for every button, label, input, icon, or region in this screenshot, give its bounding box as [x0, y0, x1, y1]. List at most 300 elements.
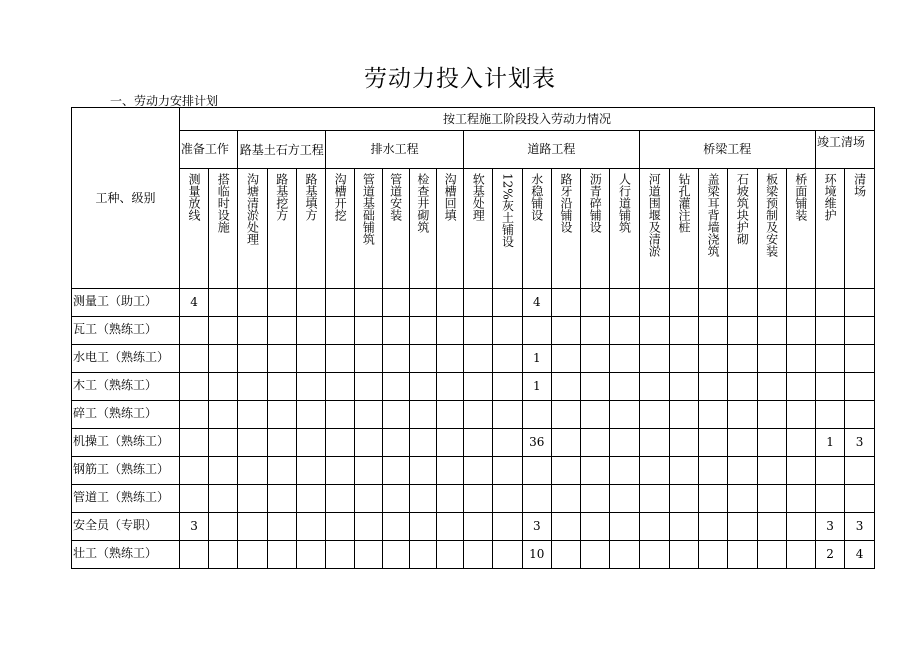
table-cell — [522, 485, 551, 513]
column-header-label: 盖梁耳背墙浇筑 — [706, 173, 721, 257]
table-cell — [209, 513, 238, 541]
table-cell — [238, 541, 267, 569]
table-cell — [669, 513, 698, 541]
table-cell — [209, 485, 238, 513]
table-cell — [238, 373, 267, 401]
table-cell — [382, 289, 409, 317]
table-cell — [610, 485, 639, 513]
table-cell — [179, 373, 208, 401]
table-cell — [699, 373, 728, 401]
table-cell — [382, 401, 409, 429]
table-cell — [728, 513, 757, 541]
table-cell — [786, 317, 815, 345]
column-header — [816, 169, 845, 289]
table-cell — [238, 345, 267, 373]
table-row — [72, 289, 875, 317]
table-cell — [296, 485, 325, 513]
column-header-label: 水稳铺设 — [529, 173, 544, 221]
table-cell — [326, 541, 355, 569]
table-cell — [355, 485, 382, 513]
table-cell — [699, 541, 728, 569]
column-header — [551, 169, 580, 289]
table-cell — [326, 373, 355, 401]
column-header-label: 清场 — [852, 173, 867, 197]
table-cell — [409, 513, 436, 541]
table-cell — [581, 289, 610, 317]
table-cell — [179, 317, 208, 345]
table-cell — [238, 429, 267, 457]
table-cell — [355, 513, 382, 541]
table-cell — [581, 401, 610, 429]
column-header-label: 沟槽开挖 — [333, 173, 348, 221]
table-cell — [267, 345, 296, 373]
table-cell — [669, 345, 698, 373]
table-cell — [699, 485, 728, 513]
table-cell — [816, 401, 845, 429]
column-header-label: 人行道铺筑 — [617, 173, 632, 233]
table-cell — [816, 485, 845, 513]
table-cell — [728, 317, 757, 345]
table-cell — [728, 401, 757, 429]
table-cell — [267, 317, 296, 345]
table-cell — [581, 345, 610, 373]
table-cell — [436, 457, 463, 485]
table-cell — [382, 457, 409, 485]
table-cell — [464, 513, 493, 541]
table-cell: 4 — [845, 541, 875, 569]
table-cell — [669, 429, 698, 457]
table-cell — [436, 401, 463, 429]
table-cell — [493, 317, 522, 345]
table-cell — [581, 485, 610, 513]
table-cell — [699, 401, 728, 429]
table-cell — [522, 401, 551, 429]
table-cell — [581, 541, 610, 569]
table-cell — [267, 485, 296, 513]
table-cell — [238, 289, 267, 317]
table-cell — [816, 317, 845, 345]
table-cell: 1 — [522, 345, 551, 373]
labor-plan-table — [71, 107, 875, 569]
table-cell — [581, 429, 610, 457]
table-cell — [209, 289, 238, 317]
table-cell — [816, 373, 845, 401]
table-cell — [464, 401, 493, 429]
table-cell — [209, 541, 238, 569]
table-cell — [757, 429, 786, 457]
table-cell — [581, 373, 610, 401]
table-cell — [493, 345, 522, 373]
table-cell — [238, 513, 267, 541]
table-cell — [209, 345, 238, 373]
table-cell — [639, 401, 669, 429]
table-cell — [326, 457, 355, 485]
table-cell — [699, 345, 728, 373]
table-cell — [522, 457, 551, 485]
column-header — [581, 169, 610, 289]
table-cell — [757, 457, 786, 485]
table-cell — [436, 485, 463, 513]
table-cell — [209, 401, 238, 429]
table-cell — [355, 317, 382, 345]
column-header — [326, 169, 355, 289]
column-header-label: 路基填方 — [303, 173, 318, 221]
table-cell — [728, 289, 757, 317]
column-header-label: 管道基础铺筑 — [361, 173, 376, 245]
row-label: 管道工（熟练工） — [72, 485, 180, 513]
table-cell — [267, 373, 296, 401]
table-cell — [493, 513, 522, 541]
table-cell — [409, 373, 436, 401]
table-cell — [436, 373, 463, 401]
table-row — [72, 345, 875, 373]
table-cell — [296, 429, 325, 457]
table-cell — [757, 541, 786, 569]
table-cell — [816, 457, 845, 485]
table-row — [72, 457, 875, 485]
column-header-label: 12%灰土铺设 — [500, 173, 515, 248]
table-cell — [267, 457, 296, 485]
table-cell — [757, 345, 786, 373]
table-cell — [179, 485, 208, 513]
table-cell — [409, 401, 436, 429]
table-cell — [382, 541, 409, 569]
corner-header: 工种、级别 — [72, 108, 180, 289]
table-cell — [845, 289, 875, 317]
table-cell — [610, 429, 639, 457]
table-cell — [493, 401, 522, 429]
table-cell — [382, 513, 409, 541]
page-title: 劳动力投入计划表 — [364, 66, 556, 92]
column-header — [845, 169, 875, 289]
table-cell — [409, 457, 436, 485]
table-cell: 3 — [816, 513, 845, 541]
column-header — [464, 169, 493, 289]
table-cell — [581, 317, 610, 345]
table-cell: 4 — [179, 289, 208, 317]
table-cell — [493, 373, 522, 401]
table-cell — [267, 513, 296, 541]
table-cell — [581, 457, 610, 485]
column-header — [786, 169, 815, 289]
table-cell — [238, 317, 267, 345]
table-cell — [209, 317, 238, 345]
table-cell — [179, 401, 208, 429]
row-label: 安全员（专职） — [72, 513, 180, 541]
table-cell — [209, 429, 238, 457]
table-row — [72, 541, 875, 569]
column-header — [493, 169, 522, 289]
table-cell — [728, 345, 757, 373]
table-cell — [639, 373, 669, 401]
table-cell — [699, 289, 728, 317]
table-cell — [464, 317, 493, 345]
column-header — [179, 169, 208, 289]
table-cell — [267, 541, 296, 569]
column-header-label: 测量放线 — [187, 173, 201, 221]
column-header-label: 沥青碎铺设 — [588, 173, 603, 233]
table-cell — [669, 317, 698, 345]
column-header-label: 板梁预制及安装 — [764, 173, 779, 257]
table-cell — [551, 289, 580, 317]
row-label: 壮工（熟练工） — [72, 541, 180, 569]
table-cell — [699, 429, 728, 457]
table-cell — [409, 485, 436, 513]
table-cell — [464, 485, 493, 513]
table-row — [72, 513, 875, 541]
column-header — [382, 169, 409, 289]
column-header — [238, 169, 267, 289]
table-cell — [639, 429, 669, 457]
table-cell — [551, 345, 580, 373]
column-header — [757, 169, 786, 289]
row-label: 瓦工（熟练工） — [72, 317, 180, 345]
table-cell: 1 — [522, 373, 551, 401]
table-cell: 1 — [816, 429, 845, 457]
table-cell — [326, 401, 355, 429]
table-cell — [267, 289, 296, 317]
table-cell — [382, 373, 409, 401]
column-header-label: 沟槽回填 — [443, 173, 458, 221]
table-cell — [355, 289, 382, 317]
table-cell — [436, 513, 463, 541]
table-cell — [493, 289, 522, 317]
header-row-groups — [72, 131, 875, 169]
column-header — [522, 169, 551, 289]
table-cell: 3 — [845, 513, 875, 541]
table-cell — [786, 345, 815, 373]
table-cell — [669, 373, 698, 401]
table-cell — [326, 317, 355, 345]
table-cell — [639, 457, 669, 485]
table-cell — [436, 289, 463, 317]
group-header-bridge: 桥梁工程 — [639, 131, 815, 169]
table-cell — [493, 541, 522, 569]
table-cell — [326, 345, 355, 373]
table-cell — [551, 429, 580, 457]
table-cell — [355, 429, 382, 457]
table-cell — [355, 401, 382, 429]
table-cell — [728, 429, 757, 457]
table-cell — [551, 373, 580, 401]
table-cell — [699, 317, 728, 345]
column-header — [728, 169, 757, 289]
table-cell — [845, 373, 875, 401]
table-cell: 4 — [522, 289, 551, 317]
column-header-label: 软基处理 — [471, 173, 486, 221]
column-header — [610, 169, 639, 289]
table-cell — [355, 457, 382, 485]
table-cell — [296, 541, 325, 569]
table-cell — [409, 317, 436, 345]
table-cell — [355, 541, 382, 569]
table-row — [72, 373, 875, 401]
table-cell — [409, 541, 436, 569]
table-cell — [267, 401, 296, 429]
group-header-road: 道路工程 — [464, 131, 639, 169]
table-cell — [382, 345, 409, 373]
table-cell — [610, 317, 639, 345]
table-cell — [581, 513, 610, 541]
table-cell — [786, 289, 815, 317]
table-cell — [669, 401, 698, 429]
table-cell — [464, 457, 493, 485]
table-cell — [464, 373, 493, 401]
table-cell — [326, 513, 355, 541]
column-header-label: 路基挖方 — [274, 173, 289, 221]
group-header-completion: 竣工清场 — [816, 131, 875, 169]
table-cell — [639, 345, 669, 373]
table-cell — [786, 485, 815, 513]
column-header — [436, 169, 463, 289]
table-cell — [464, 345, 493, 373]
group-header-earthwork: 路基土石方工程 — [238, 131, 326, 169]
column-header-label: 钻孔灌注桩 — [676, 173, 691, 233]
table-cell — [267, 429, 296, 457]
table-cell — [786, 513, 815, 541]
table-cell — [355, 373, 382, 401]
table-cell — [409, 289, 436, 317]
column-header — [639, 169, 669, 289]
group-header-drainage: 排水工程 — [326, 131, 464, 169]
table-cell — [757, 485, 786, 513]
column-header — [699, 169, 728, 289]
table-cell — [757, 401, 786, 429]
table-cell — [296, 289, 325, 317]
table-cell — [551, 401, 580, 429]
column-header-label: 管道安装 — [388, 173, 403, 221]
table-cell — [179, 457, 208, 485]
table-cell — [179, 429, 208, 457]
row-label: 钢筋工（熟练工） — [72, 457, 180, 485]
table-cell — [551, 485, 580, 513]
table-cell — [610, 345, 639, 373]
row-label: 机操工（熟练工） — [72, 429, 180, 457]
column-header — [209, 169, 238, 289]
table-cell: 2 — [816, 541, 845, 569]
table-cell — [493, 457, 522, 485]
table-cell — [493, 485, 522, 513]
table-cell — [757, 289, 786, 317]
table-cell — [610, 373, 639, 401]
table-cell — [436, 345, 463, 373]
table-cell — [639, 485, 669, 513]
table-row — [72, 485, 875, 513]
column-header-label: 检查井砌筑 — [415, 173, 430, 233]
column-header-label: 沟塘清淤处理 — [245, 173, 260, 245]
table-cell — [551, 541, 580, 569]
table-cell — [436, 429, 463, 457]
column-header — [296, 169, 325, 289]
group-header-prep: 准备工作 — [179, 131, 237, 169]
table-cell — [816, 289, 845, 317]
table-cell — [845, 457, 875, 485]
table-cell — [179, 541, 208, 569]
table-cell — [757, 513, 786, 541]
table-cell — [551, 513, 580, 541]
table-cell — [757, 317, 786, 345]
stage-header: 按工程施工阶段投入劳动力情况 — [179, 108, 874, 131]
column-header-label: 路牙沿铺设 — [558, 173, 573, 233]
table-cell — [845, 317, 875, 345]
table-cell — [669, 289, 698, 317]
row-label: 碎工（熟练工） — [72, 401, 180, 429]
table-cell — [639, 541, 669, 569]
table-cell — [757, 373, 786, 401]
table-cell — [326, 429, 355, 457]
table-cell — [786, 457, 815, 485]
table-cell — [296, 401, 325, 429]
table-cell — [296, 513, 325, 541]
table-cell: 3 — [522, 513, 551, 541]
table-cell — [845, 345, 875, 373]
table-cell — [296, 317, 325, 345]
table-cell — [409, 345, 436, 373]
table-cell — [493, 429, 522, 457]
table-cell — [522, 317, 551, 345]
header-row-top — [72, 108, 875, 131]
column-header-label: 搭临时设施 — [216, 173, 231, 233]
table-cell — [639, 513, 669, 541]
table-cell — [464, 289, 493, 317]
table-cell — [238, 401, 267, 429]
table-cell — [699, 457, 728, 485]
table-cell — [409, 429, 436, 457]
table-cell — [551, 317, 580, 345]
table-cell — [382, 429, 409, 457]
row-label: 测量工（助工） — [72, 289, 180, 317]
column-header-label: 石坡筑块护砌 — [735, 173, 750, 245]
table-cell — [610, 541, 639, 569]
table-cell — [464, 541, 493, 569]
column-header-label: 河道围堰及清淤 — [647, 173, 662, 257]
table-cell — [728, 457, 757, 485]
table-cell — [355, 345, 382, 373]
column-header — [669, 169, 698, 289]
table-cell — [669, 541, 698, 569]
table-cell — [816, 345, 845, 373]
table-cell — [610, 401, 639, 429]
table-cell — [610, 513, 639, 541]
table-cell — [728, 541, 757, 569]
table-cell — [845, 485, 875, 513]
table-cell — [728, 373, 757, 401]
table-cell — [551, 457, 580, 485]
table-cell — [610, 289, 639, 317]
header-row-columns — [72, 169, 875, 289]
table-cell — [845, 401, 875, 429]
table-cell — [382, 317, 409, 345]
table-cell — [639, 289, 669, 317]
table-cell: 10 — [522, 541, 551, 569]
table-cell: 3 — [845, 429, 875, 457]
table-cell: 36 — [522, 429, 551, 457]
table-cell — [209, 373, 238, 401]
table-cell — [786, 373, 815, 401]
table-cell — [699, 513, 728, 541]
table-cell — [238, 457, 267, 485]
table-cell — [296, 457, 325, 485]
table-cell — [179, 345, 208, 373]
table-cell — [238, 485, 267, 513]
table-row — [72, 401, 875, 429]
table-cell — [786, 429, 815, 457]
section-subtitle: 一、劳动力安排计划 — [110, 94, 219, 108]
table-cell — [326, 485, 355, 513]
column-header — [409, 169, 436, 289]
column-header-label: 环境维护 — [823, 173, 838, 221]
row-label: 木工（熟练工） — [72, 373, 180, 401]
